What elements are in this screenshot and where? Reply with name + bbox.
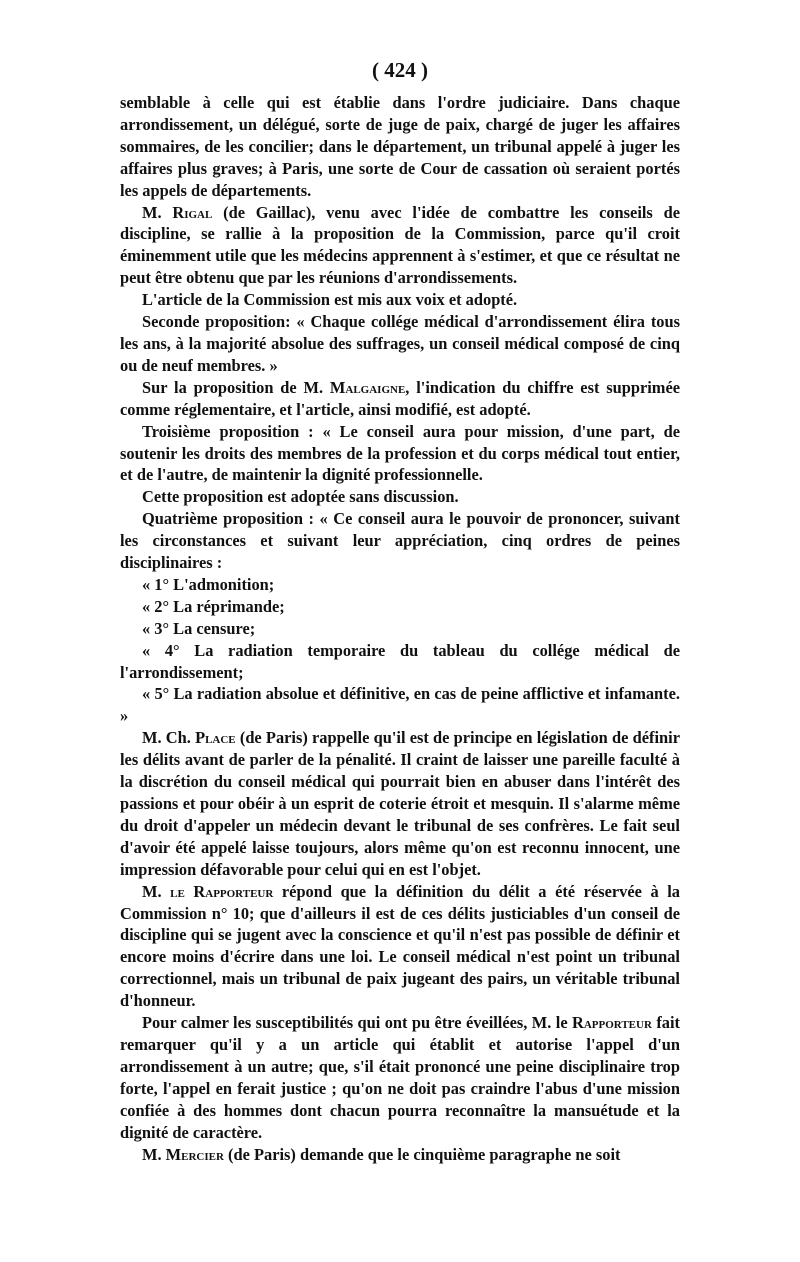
paragraph-text: fait remarquer qu'il y a un article qui établit et autorise l'appel d'un arrondissement à un autre; que, s'il était prononcé une peine disciplinaire trop forte, l'appel en ferait justice ; qu'on ne doit pas craindre l'abus d'une mission confiée à des hommes dont chacun pourra reconnaître la mansuétude et la dignité de caractère. [120,1013,680,1142]
speaker-lead: Sur la proposition de M. [142,377,330,397]
speaker-lead: M. [142,1144,166,1164]
speaker-name: Rapporteur [572,1013,652,1033]
paragraph-text: répond que la définition du délit a été réservée à la Commission n° 10; que d'ailleurs il est de ces délits justiciables d'un conseil de discipline qui se jugent avec la conscience et qu'il n'est pas possible de définir et encore moins d'écrire dans une loi. Le conseil médical n'est point un tribunal correctionnel, mais un tribunal de paix jugeant des pairs, un véritable tribunal d'honneur. [120,881,680,1011]
paragraph-vote [120,289,680,311]
speaker-name: Malgaigne [329,377,406,397]
paragraph-text: semblable à celle qui est établie dans l'ordre judiciaire. Dans chaque arrondissement, un délégué, sorte de juge de paix, chargé de juger les affaires sommaires, de les concilier; dans le département, un tribunal appelé à juger les affaires plus graves; à Paris, une sorte de Cour de cassation où seraient portés les appels de départements. [120,93,680,200]
speaker-name: Mercier [165,1144,224,1164]
list-item-text: « 3° La censure; [142,618,256,638]
list-item-radiation-temporaire [120,640,680,684]
paragraph-text: , l'indication du chiffre est supprimée comme réglementaire, et l'article, ainsi modifié, est adopté. [120,377,680,419]
paragraph-place [120,727,680,880]
list-item-text: « 5° La radiation absolue et définitive, en cas de peine afflictive et infamante. » [120,684,680,726]
list-item-radiation-absolue [120,683,680,727]
paragraph-troisieme-proposition [120,421,680,487]
paragraph-rigal [120,202,680,290]
paragraph-text: Quatrième proposition : « Ce conseil aura le pouvoir de prononcer, suivant les circonstances et suivant leur appréciation, cinq ordres de peines disciplinaires : [120,509,680,573]
document-page [120,56,680,1165]
speaker-lead: M. [142,881,171,901]
list-item-admonition [120,574,680,596]
paragraph-text: (de Paris) rappelle qu'il est de principe en législation de définir les délits avant de parler de la pénalité. Il craint de laisser une pareille faculté à la discrétion du conseil médical qui pourrait bien en abuser dans l'intérêt des passions et pour obéir à un esprit de coterie étroit et mesquin. Il s'alarme même du droit d'appeler un médecin devant le tribunal de ses confrères. Le fait seul d'avoir été appelé laisse toujours, alors même qu'on est reconnu innocent, une impression défavorable pour celui qui en est l'objet. [120,728,680,879]
paragraph-text: (de Gaillac), venu avec l'idée de combattre les conseils de discipline, se rallie à la proposition de la Commission, parce qu'il croit éminemment utile que les médecins apprennent à s'estimer, et que ce résultat ne peut être obtenu que par les réunions d'arrondissements. [120,202,680,288]
list-item-text: « 4° La radiation temporaire du tableau du collége médical de l'arrondissement; [120,640,680,682]
speaker-lead: M. [142,202,173,222]
paragraph-quatrieme-proposition [120,508,680,574]
paragraph-mercier [120,1144,680,1166]
speaker-name: le Rapporteur [170,881,274,901]
paragraph-malgaigne [120,377,680,421]
paragraph-rapporteur-calmer [120,1012,680,1143]
speaker-lead: Pour calmer les susceptibilités qui ont pu être éveillées, M. le [142,1013,573,1033]
paragraph-text: Troisième proposition : « Le conseil aura pour mission, d'une part, de soutenir les droits des membres de la profession et du corps médical tout entier, et de l'autre, de maintenir la dignité professionnelle. [120,421,680,485]
paragraph-text: (de Paris) demande que le cinquième paragraphe ne soit [223,1144,621,1164]
list-item-text: « 1° L'admonition; [142,574,275,594]
list-item-text: « 2° La réprimande; [142,596,285,616]
paragraph-text: L'article de la Commission est mis aux voix et adopté. [142,290,518,310]
paragraph-text: Seconde proposition: « Chaque collége médical d'arrondissement élira tous les ans, à la majorité absolue des suffrages, un conseil médical composé de cinq ou de neuf membres. » [120,312,680,375]
paragraph-rapporteur-repond [120,881,680,1012]
paragraph-text: Cette proposition est adoptée sans discussion. [142,487,459,507]
paragraph-seconde-proposition [120,311,680,377]
list-item-censure [120,618,680,640]
paragraph-adoptee [120,486,680,508]
speaker-lead: M. Ch. [142,728,196,748]
list-item-reprimande [120,596,680,618]
page-number: ( 424 ) [372,58,428,82]
speaker-name: Rigal [172,202,213,222]
paragraph-1 [120,92,680,202]
speaker-name: Place [195,728,236,748]
